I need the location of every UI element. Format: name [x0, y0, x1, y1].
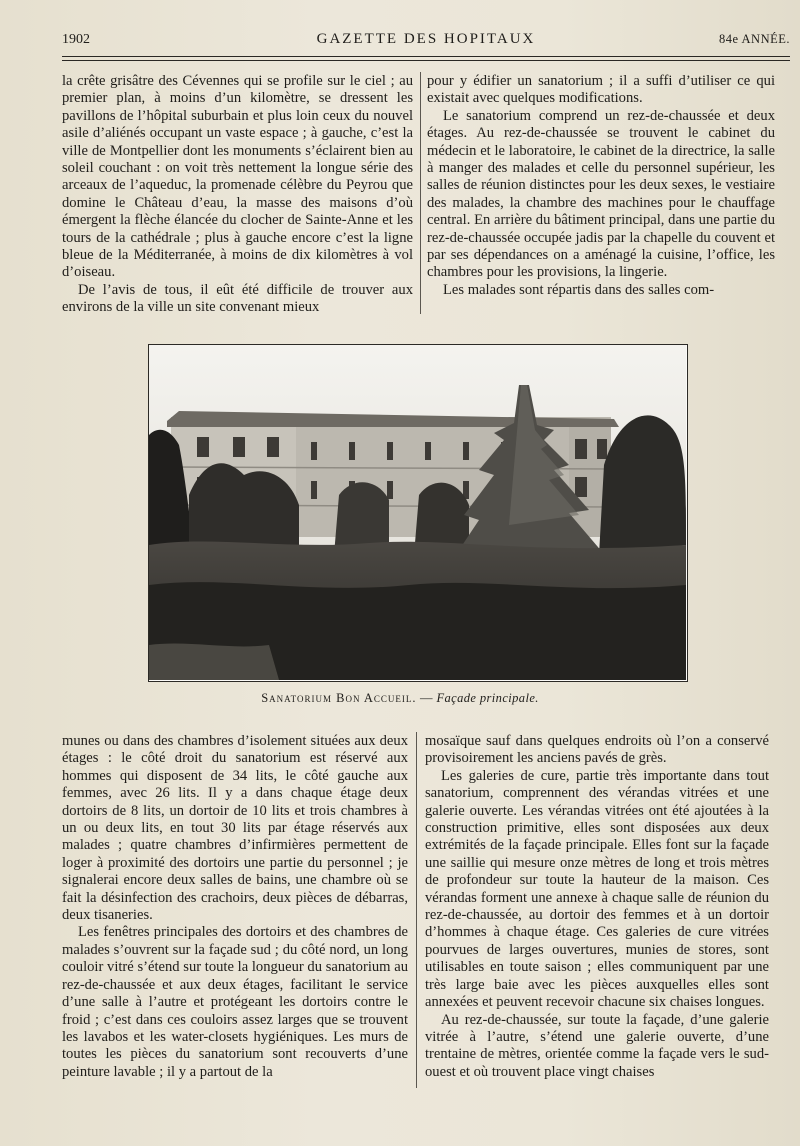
running-header — [62, 30, 790, 52]
paragraph: la crête grisâtre des Cévennes qui se profile sur le ciel ; au premier plan, à moins d’un kilomètre, se dressent les pavillons de l’hôpital suburbain et plus loin ceux du nouvel asile d’aliénés occupant un vaste espace ; à gauche, c’est la ville de Montpellier dont les monuments s’éclairent bien au soleil couchant : on voit très nettement la longue série des arceaux de l’aqueduc, la promenade célèbre du Peyrou que domine le Château d’eau, la masse des maisons d’où émergent la flèche élancée du clocher de Sainte-Anne et les tours de la cathédrale ; plus à gauche encore c’est la ligne bleue de la Méditerranée, à moins de dix kilomètres à vol d’oiseau. — [62, 73, 413, 281]
paragraph: mosaïque sauf dans quelques endroits où l’on a conservé provisoirement les anciens pavés de grès. — [425, 733, 769, 767]
paragraph: Le sanatorium comprend un rez-de-chaussée et deux étages. Au rez-de-chaussée se trouvent le cabinet du médecin et le laboratoire, le cabinet de la directrice, la salle à manger des malades et celle du personnel supérieur, les salles de réunion distinctes pour les deux sexes, le vestiaire des malades, la chambre des machines pour le chauffage central. En arrière du bâtiment principal, dans une partie du rez-de-chaussée occupée jadis par la chapelle du couvent et par ses dépendances on a aménagé la cuisine, l’office, les chambres pour les provisions, la lingerie. — [427, 107, 775, 281]
photo-drawing — [149, 345, 686, 680]
paragraph: Les galeries de cure, partie très importante dans tout sanatorium, comprennent des vérandas vitrées et une galerie ouverte. Les vérandas vitrées ont été ajoutées à la construction primitive, elles sont disposées aux deux extrémités de la façade principale. Elles font sur la façade une saillie qui mesure onze mètres de long et trois mètres de profondeur sur toute la hauteur de la maison. Ces vérandas forment une annexe à chaque salle de réunion du rez-de-chaussée, au dortoir des femmes et à un dortoir d’hommes à chaque étage. Ces galeries de cure vitrées pourvues de larges ouvertures, munies de stores, sont utilisables en toute saison ; elles communiquent par une très large baie avec les pièces auxquelles elles sont annexées et peuvent recevoir chacune six chaises longues. — [425, 767, 769, 1011]
figure-caption — [0, 691, 800, 706]
caption-name: Sanatorium Bon Accueil. — [261, 691, 417, 705]
volume-year: 84e ANNÉE. — [719, 32, 790, 46]
sanatorium-photograph — [148, 344, 688, 682]
paragraph: Les malades sont répartis dans des salles com- — [443, 281, 715, 298]
caption-description: Façade principale. — [436, 691, 539, 705]
paragraph: Les fenêtres principales des dortoirs et des chambres de malades s’ouvrent sur la façade sud ; du côté nord, un long couloir vitré s’étend sur toute la longueur du sanatorium au rez-de-chaussée et aux deux étages, facilitant le service d’une salle à l’autre et protégeant les dortoirs contre le froid ; c’est dans ces couloirs assez larges que se trouvent les lavabos et les water-closets hygiéniques. Les murs de toutes les pièces du sanatorium sont recouverts d’une peinture lavable ; il y a partout de la — [62, 924, 408, 1080]
paragraph: Au rez-de-chaussée, sur toute la façade, d’une galerie vitrée à l’autre, s’étend une galerie ouverte, d’une trentaine de mètres, orientée comme la façade vers le sud-ouest et où trouvent place vingt chaises — [425, 1011, 769, 1080]
column-divider — [420, 72, 421, 314]
paragraph: De l’avis de tous, il eût été difficile de trouver aux environs de la ville un site convenant mieux — [62, 281, 413, 316]
header-rule-thin — [62, 60, 790, 61]
header-rule — [62, 56, 790, 57]
journal-title: GAZETTE DES HOPITAUX — [316, 31, 536, 47]
caption-separator: — — [416, 691, 437, 705]
top-left-column — [62, 73, 413, 317]
bottom-left-column — [62, 733, 408, 1081]
column-divider — [416, 732, 417, 1088]
top-right-column — [427, 73, 775, 299]
paragraph: pour y édifier un sanatorium ; il a suffi d’utiliser ce qui existait avec quelques modifications. — [427, 73, 775, 107]
page-number: 1902 — [62, 32, 90, 47]
paragraph: munes ou dans des chambres d’isolement situées aux deux étages : le côté droit du sanatorium est réservé aux hommes qui disposent de 34 lits, le côté gauche aux femmes, avec 26 lits. Il y a dans chaque étage deux dortoirs de 8 lits, un dortoir de 10 lits et trois chambres à un ou deux lits, en tout 30 lits par étage réservés aux malades ; quatre chambres d’infirmières permettent de loger à proximité des dortoirs une partie du personnel ; je signalerai encore deux salles de bains, une chambre où se fait la désinfection des crachoirs, deux pièces de débarras, deux tisaneries. — [62, 733, 408, 924]
bottom-right-column — [425, 733, 769, 1081]
